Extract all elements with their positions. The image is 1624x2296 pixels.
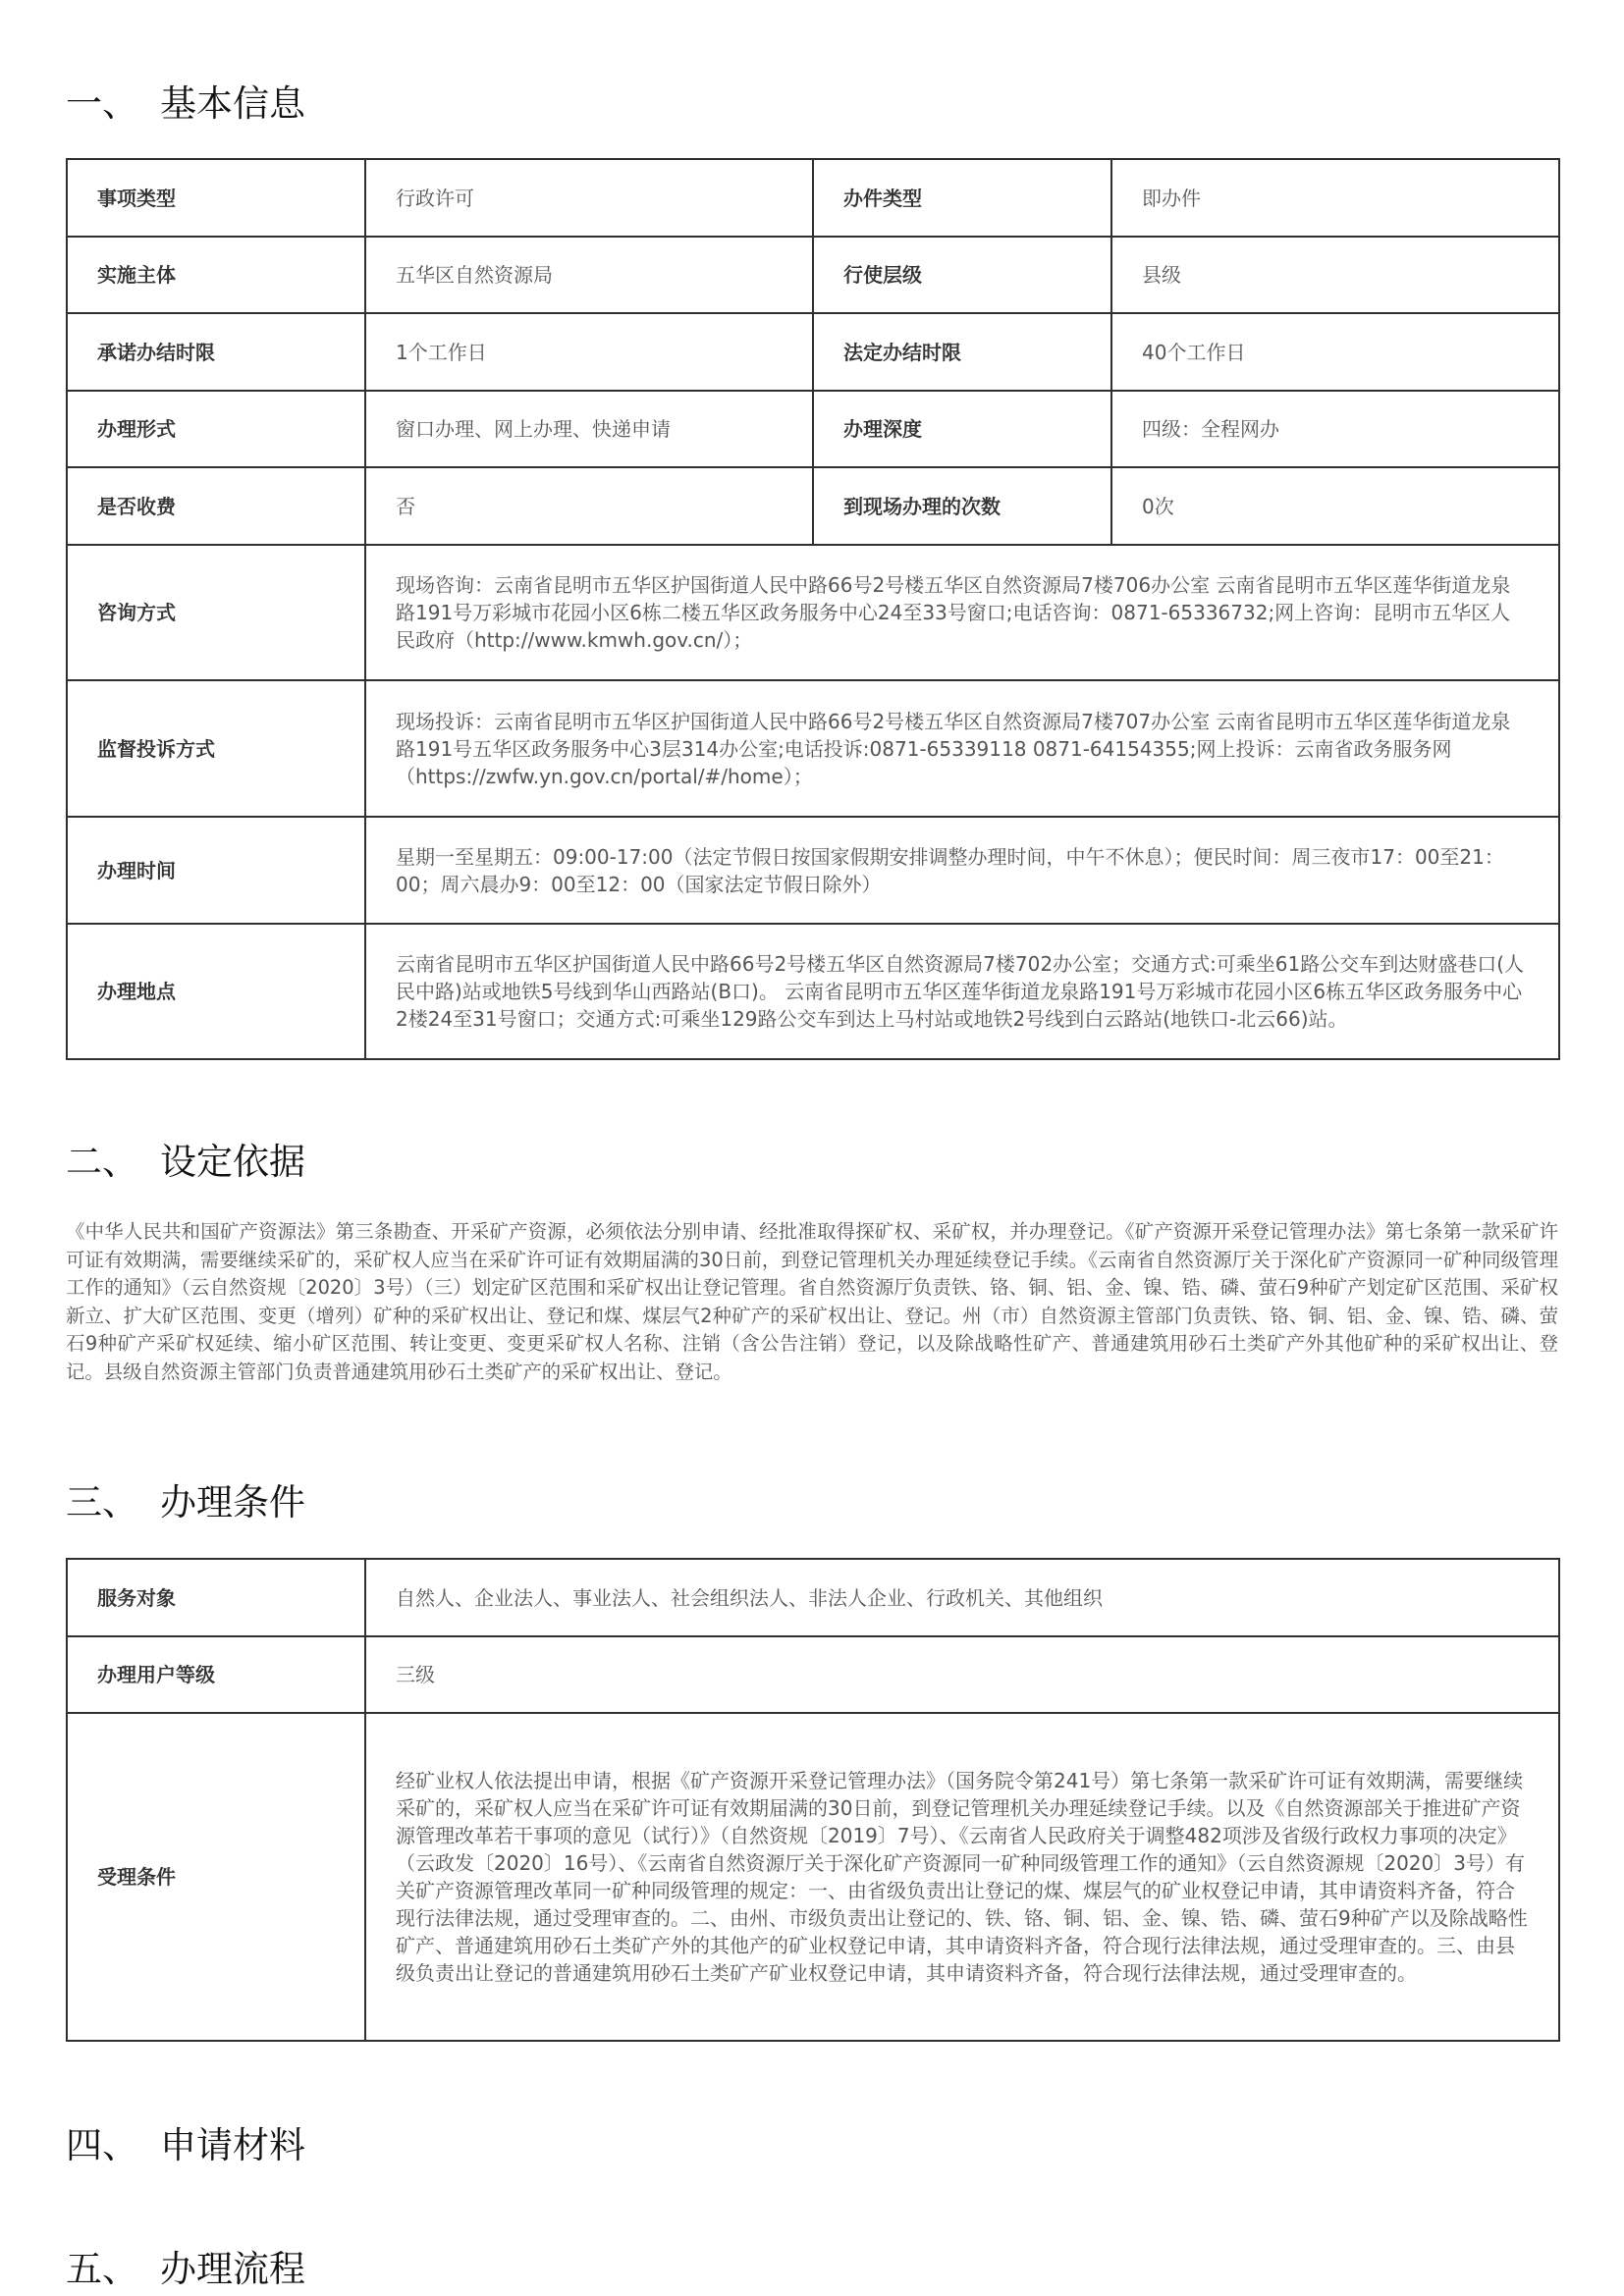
- target-label: 服务对象: [67, 1559, 365, 1636]
- fee-label: 是否收费: [67, 467, 365, 545]
- table-row: [67, 817, 1559, 924]
- item-type-label: 事项类型: [67, 159, 365, 237]
- section-heading-conditions: [66, 1479, 305, 1526]
- section-title: 办理条件: [160, 1481, 305, 1523]
- location-label: 办理地点: [67, 924, 365, 1059]
- hours-label: 办理时间: [67, 817, 365, 924]
- legal-limit-value: 40个工作日: [1111, 313, 1559, 391]
- promised-limit-label: 承诺办结时限: [67, 313, 365, 391]
- implementer-value: 五华区自然资源局: [365, 237, 813, 313]
- promised-limit-value: 1个工作日: [365, 313, 813, 391]
- implementer-label: 实施主体: [67, 237, 365, 313]
- section-title: 办理流程: [160, 2248, 305, 2290]
- conditions-table: [66, 1558, 1560, 2042]
- handling-type-value: 即办件: [1111, 159, 1559, 237]
- exercise-level-label: 行使层级: [813, 237, 1111, 313]
- table-row: [67, 313, 1559, 391]
- section-heading-legal-basis: [66, 1139, 305, 1186]
- handling-type-label: 办件类型: [813, 159, 1111, 237]
- table-row: [67, 1713, 1559, 2041]
- table-row: [67, 1636, 1559, 1713]
- table-row: [67, 924, 1559, 1059]
- acceptance-label: 受理条件: [67, 1713, 365, 2041]
- section-title: 设定依据: [160, 1141, 305, 1183]
- section-title: 申请材料: [160, 2124, 305, 2166]
- table-row: [67, 237, 1559, 313]
- hours-value: 星期一至星期五：09:00-17:00（法定节假日按国家假期安排调整办理时间，中午不休息）；便民时间：周三夜市17：00至21：00；周六晨办9：00至12：00（国家法定节假日除外）: [365, 817, 1559, 924]
- location-value: 云南省昆明市五华区护国街道人民中路66号2号楼五华区自然资源局7楼702办公室；交通方式:可乘坐61路公交车到达财盛巷口(人民中路)站或地铁5号线到华山西路站(B口)。 云南省昆明市五华区莲华街道龙泉路191号万彩城市花园小区6栋五华区政务服务中心2楼24至31号窗口；交通方式:可乘坐129路公交车到达上马村站或地铁2号线到白云路站(地铁口-北云66)站。: [365, 924, 1559, 1059]
- form-value: 窗口办理、网上办理、快递申请: [365, 391, 813, 467]
- table-row: [67, 680, 1559, 817]
- section-number: 三、: [66, 1481, 138, 1523]
- user-level-label: 办理用户等级: [67, 1636, 365, 1713]
- section-number: 二、: [66, 1141, 138, 1183]
- complaint-value: 现场投诉：云南省昆明市五华区护国街道人民中路66号2号楼五华区自然资源局7楼707办公室 云南省昆明市五华区莲华街道龙泉路191号五华区政务服务中心3层314办公室;电话投诉:0871-65339118 0871-64154355;网上投诉：云南省政务服务网（https://zwfw.yn.gov.cn/portal/#/home）；: [365, 680, 1559, 817]
- item-type-value: 行政许可: [365, 159, 813, 237]
- acceptance-value: 经矿业权人依法提出申请，根据《矿产资源开采登记管理办法》（国务院令第241号）第七条第一款采矿许可证有效期满，需要继续采矿的，采矿权人应当在采矿许可证有效期届满的30日前，到登记管理机关办理延续登记手续。以及《自然资源部关于推进矿产资源管理改革若干事项的意见（试行）》（自然资规〔2019〕7号）、《云南省人民政府关于调整482项涉及省级行政权力事项的决定》（云政发〔2020〕16号）、《云南省自然资源厅关于深化矿产资源同一矿种同级管理工作的通知》（云自然资源规〔2020〕3号）有关矿产资源管理改革同一矿种同级管理的规定：一、由省级负责出让登记的煤、煤层气的矿业权登记申请，其申请资料齐备，符合现行法律法规，通过受理审查的。二、由州、市级负责出让登记的、铁、铬、铜、铝、金、镍、锆、磷、萤石9种矿产以及除战略性矿产、普通建筑用砂石土类矿产外的其他产的矿业权登记申请，其申请资料齐备，符合现行法律法规，通过受理审查的。三、由县级负责出让登记的普通建筑用砂石土类矿产矿业权登记申请，其申请资料齐备，符合现行法律法规，通过受理审查的。: [365, 1713, 1559, 2041]
- section-title: 基本信息: [160, 82, 305, 125]
- legal-limit-label: 法定办结时限: [813, 313, 1111, 391]
- section-number: 四、: [66, 2124, 138, 2166]
- section-number: 一、: [66, 82, 138, 125]
- form-label: 办理形式: [67, 391, 365, 467]
- consult-value: 现场咨询：云南省昆明市五华区护国街道人民中路66号2号楼五华区自然资源局7楼706办公室 云南省昆明市五华区莲华街道龙泉路191号万彩城市花园小区6栋二楼五华区政务服务中心24至33号窗口;电话咨询：0871-65336732;网上咨询：昆明市五华区人民政府（http://www.kmwh.gov.cn/）；: [365, 545, 1559, 680]
- visits-value: 0次: [1111, 467, 1559, 545]
- target-value: 自然人、企业法人、事业法人、社会组织法人、非法人企业、行政机关、其他组织: [365, 1559, 1559, 1636]
- section-number: 五、: [66, 2248, 138, 2290]
- exercise-level-value: 县级: [1111, 237, 1559, 313]
- consult-label: 咨询方式: [67, 545, 365, 680]
- complaint-label: 监督投诉方式: [67, 680, 365, 817]
- section-heading-materials: [66, 2122, 305, 2169]
- table-row: [67, 545, 1559, 680]
- legal-basis-text: 《中华人民共和国矿产资源法》第三条勘查、开采矿产资源，必须依法分别申请、经批准取得探矿权、采矿权，并办理登记。《矿产资源开采登记管理办法》第七条第一款采矿许可证有效期满，需要继续采矿的，采矿权人应当在采矿许可证有效期届满的30日前，到登记管理机关办理延续登记手续。《云南省自然资源厅关于深化矿产资源同一矿种同级管理工作的通知》（云自然资规〔2020〕3号）（三）划定矿区范围和采矿权出让登记管理。省自然资源厅负责铁、铬、铜、铝、金、镍、锆、磷、萤石9种矿产划定矿区范围、采矿权新立、扩大矿区范围、变更（增列）矿种的采矿权出让、登记和煤、煤层气2种矿产的采矿权出让、登记。州（市）自然资源主管部门负责铁、铬、铜、铝、金、镍、锆、磷、萤石9种矿产采矿权延续、缩小矿区范围、转让变更、变更采矿权人名称、注销（含公告注销）登记，以及除战略性矿产、普通建筑用砂石土类矿产外其他矿种的采矿权出让、登记。县级自然资源主管部门负责普通建筑用砂石土类矿产的采矿权出让、登记。: [66, 1220, 1558, 1383]
- section-heading-basic-info: [66, 80, 305, 128]
- visits-label: 到现场办理的次数: [813, 467, 1111, 545]
- depth-label: 办理深度: [813, 391, 1111, 467]
- table-row: [67, 391, 1559, 467]
- table-row: [67, 467, 1559, 545]
- depth-value: 四级：全程网办: [1111, 391, 1559, 467]
- section-heading-process: [66, 2246, 305, 2293]
- user-level-value: 三级: [365, 1636, 1559, 1713]
- table-row: [67, 1559, 1559, 1636]
- table-row: [67, 159, 1559, 237]
- basic-info-table: [66, 158, 1560, 1060]
- fee-value: 否: [365, 467, 813, 545]
